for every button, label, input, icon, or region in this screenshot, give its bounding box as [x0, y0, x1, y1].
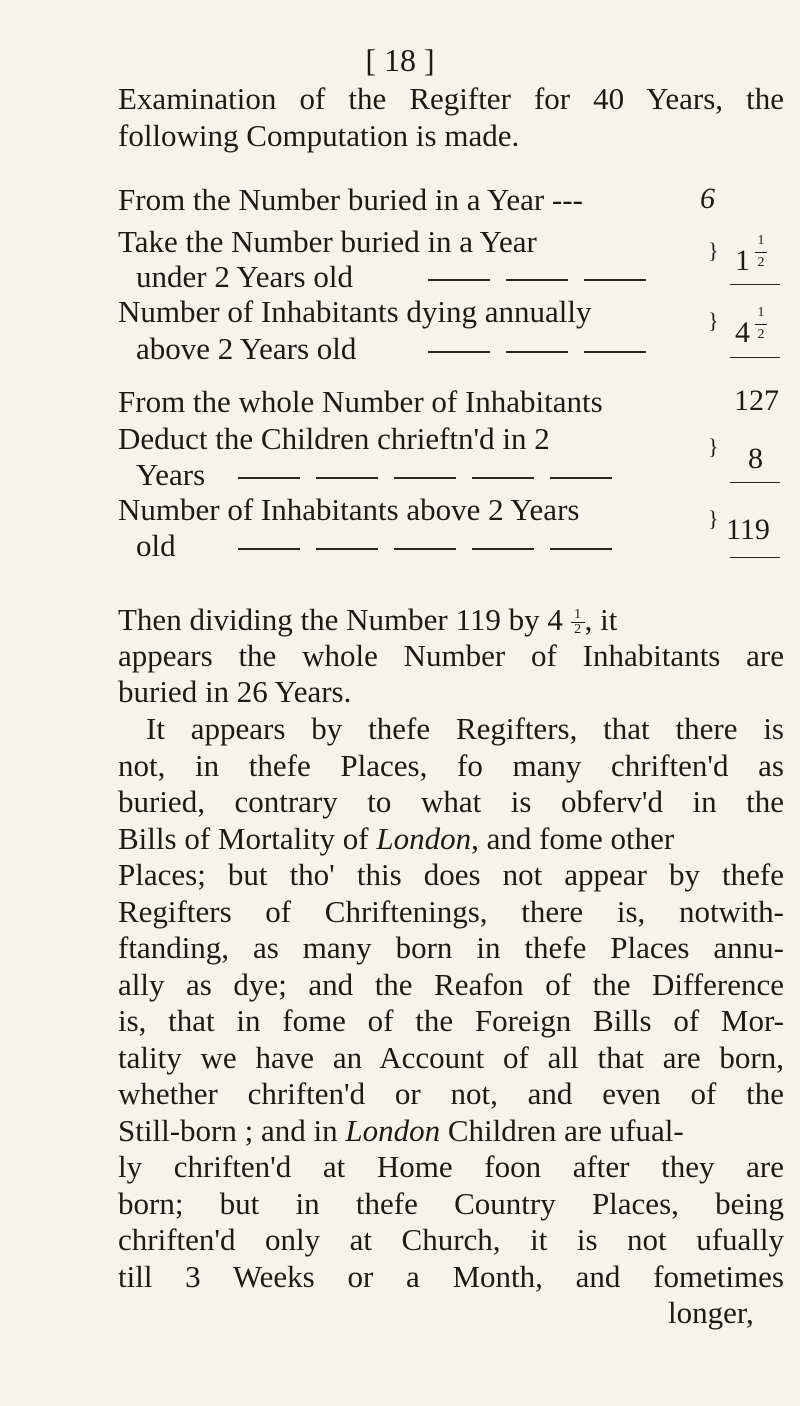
para2-line-12-italic: London — [345, 1113, 441, 1148]
para2-line-16: till 3 Weeks or a Month, and fometimes — [118, 1259, 784, 1294]
row4-value: 127 — [734, 384, 779, 417]
para1-line-2: appears the whole Number of Inhabitants are — [118, 638, 784, 673]
row6-value: 119 — [726, 513, 770, 546]
para2-line-15: chriften'd only at Church, it is not ufually — [118, 1222, 784, 1257]
para2-line-14: born; but in thefe Country Places, being — [118, 1186, 784, 1221]
para2-line-4-italic: London — [376, 821, 472, 856]
para2-line-3: buried, contrary to what is obferv'd in the — [118, 784, 784, 819]
para1-line-1-a: Then dividing the Number 119 by 4 — [118, 602, 563, 637]
para1-line-1-b: , it — [584, 602, 618, 637]
row1-text: From the Number buried in a Year --- — [118, 182, 583, 217]
rule-2 — [730, 357, 780, 358]
para2-line-10: tality we have an Account of all that are born, — [118, 1040, 784, 1075]
rule-4 — [730, 557, 780, 558]
row5-value: 8 — [748, 442, 763, 475]
para2-line-5: Places; but tho' this does not appear by thefe — [118, 857, 784, 892]
para2-line-4 — [118, 823, 784, 854]
para2-line-13: ly chriften'd at Home foon after they are — [118, 1149, 784, 1184]
row2-frac-den: 2 — [757, 255, 765, 270]
row6-brace: } — [708, 506, 719, 531]
row3-frac-num: 1 — [757, 305, 765, 320]
rule-1 — [730, 284, 780, 285]
row5-line2: Years — [136, 457, 206, 492]
para2-line-12-a: Still-born ; and in — [118, 1113, 346, 1148]
row2-dashes — [420, 261, 654, 292]
row2-line1: Take the Number buried in a Year — [118, 224, 537, 259]
para2-line-2: not, in thefe Places, fo many chriften'd as — [118, 748, 784, 783]
para2-line-8: ally as dye; and the Reafon of the Difference — [118, 967, 784, 1002]
para1-frac-num: 1 — [571, 608, 585, 623]
para2-line-12 — [118, 1115, 684, 1146]
intro-line-2: following Computation is made. — [118, 118, 520, 153]
row3-dashes — [420, 333, 654, 364]
row2-whole: 1 — [735, 244, 750, 277]
row3-frac-den: 2 — [757, 327, 765, 342]
page-number: [ 18 ] — [365, 42, 435, 78]
row6-line1: Number of Inhabitants above 2 Years — [118, 492, 580, 527]
row3-brace: } — [708, 308, 719, 333]
para2-line-9: is, that in fome of the Foreign Bills of Mor- — [118, 1003, 784, 1038]
row5-dashes — [230, 459, 620, 490]
para2-line-7: ftanding, as many born in thefe Places annu- — [118, 930, 784, 965]
row6-dashes — [230, 530, 620, 561]
row3-line2: above 2 Years old — [136, 331, 357, 366]
para1-line-3: buried in 26 Years. — [118, 674, 352, 709]
row6-line2: old — [136, 528, 176, 563]
row3-line1: Number of Inhabitants dying annually — [118, 294, 592, 329]
para2-line-1: It appears by thefe Regifters, that there is — [146, 711, 784, 746]
para1-frac-den: 2 — [574, 622, 582, 638]
row3-frac-bar — [755, 324, 767, 325]
row3-whole: 4 — [735, 316, 750, 349]
row2-line2: under 2 Years old — [136, 259, 353, 294]
para2-line-12-b: Children are ufual- — [440, 1113, 684, 1148]
row2-frac-bar — [755, 252, 767, 253]
row2-brace: } — [708, 238, 719, 263]
row5-brace: } — [708, 434, 719, 459]
para2-line-6: Regifters of Chriftenings, there is, notwith- — [118, 894, 784, 929]
para2-line-4-b: , and fome other — [471, 821, 675, 856]
row1-value: 6 — [700, 182, 715, 215]
para2-line-11: whether chriften'd or not, and even of the — [118, 1076, 784, 1111]
para1-fraction — [571, 608, 585, 637]
row4-text: From the whole Number of Inhabitants — [118, 384, 603, 419]
catchword: longer, — [668, 1295, 754, 1330]
intro-line-1: Examination of the Regifter for 40 Years, the — [118, 81, 784, 116]
para2-line-4-a: Bills of Mortality of — [118, 821, 377, 856]
para1-line-1 — [118, 604, 617, 637]
row2-frac-num: 1 — [757, 233, 765, 248]
row5-line1: Deduct the Children chrieftn'd in 2 — [118, 421, 550, 456]
rule-3 — [730, 482, 780, 483]
